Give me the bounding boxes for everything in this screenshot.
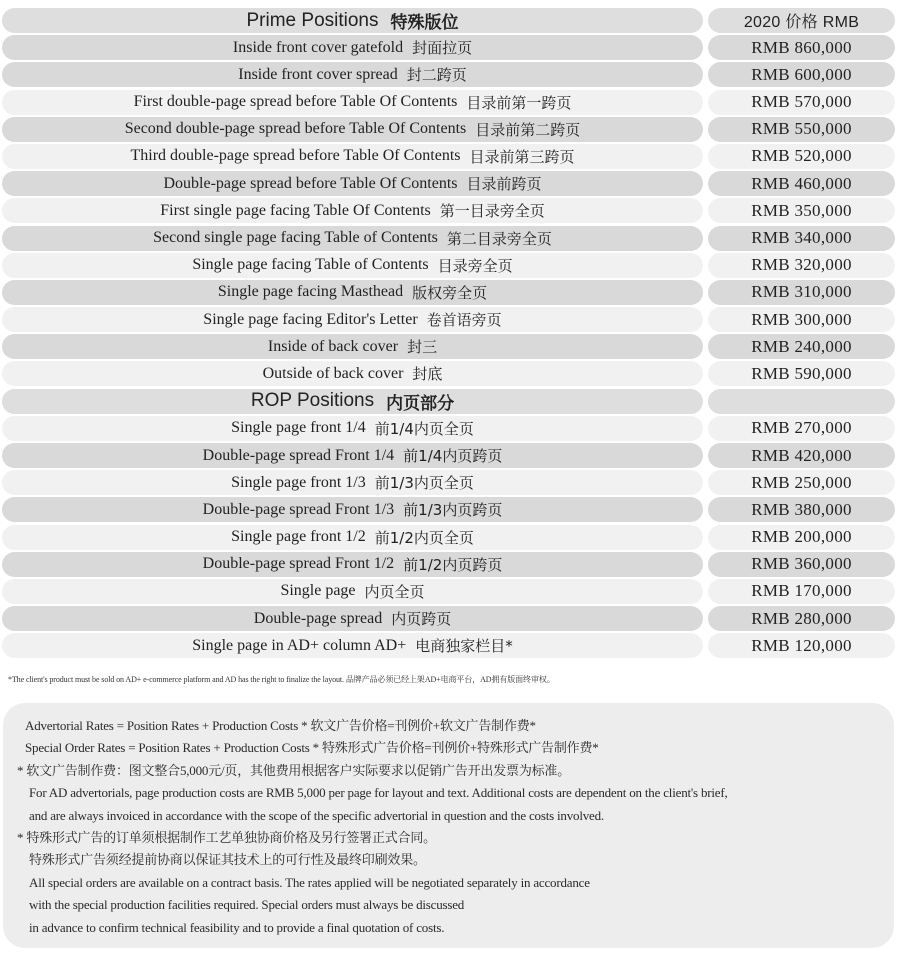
position-price: RMB 570,000 [708,90,895,115]
position-price: RMB 270,000 [708,416,895,441]
position-name: Double-page spread 内页跨页 [2,606,703,631]
position-name: Double-page spread Front 1/3 前1/3内页跨页 [2,497,703,522]
table-row [2,279,895,306]
note-line: and are always invoiced in accordance with the scope of the specific advertorial in question and the costs involved. [29,807,604,823]
table-row [2,632,895,659]
position-price: RMB 320,000 [708,253,895,278]
table-row [2,116,895,143]
table-row [2,197,895,224]
position-price: RMB 250,000 [708,470,895,495]
position-name: Inside front cover spread 封二跨页 [2,62,703,87]
position-name: Single page front 1/2 前1/2内页全页 [2,525,703,550]
price-column-header: 2020 价格 RMB [708,8,895,33]
table-row [2,306,895,333]
prime-positions-title: Prime Positions 特殊版位 [2,8,703,33]
position-price: RMB 240,000 [708,334,895,359]
position-name: Double-page spread Front 1/2 前1/2内页跨页 [2,552,703,577]
position-name: First double-page spread before Table Of Contents 目录前第一跨页 [2,90,703,115]
position-price: RMB 120,000 [708,633,895,658]
position-name: Single page facing Table of Contents 目录旁全页 [2,253,703,278]
table-row [2,225,895,252]
note-line: * 特殊形式广告的订单须根据制作工艺单独协商价格及另行签署正式合同。 [17,830,436,846]
position-price: RMB 380,000 [708,497,895,522]
table-row [2,442,895,469]
position-name: Inside front cover gatefold 封面拉页 [2,35,703,60]
position-name: Inside of back cover 封三 [2,334,703,359]
note-line: * 软文广告制作费：图文整合5,000元/页，其他费用根据客户实际要求以促销广告开出发票为标准。 [17,762,571,778]
table-row [2,333,895,360]
note-line: Advertorial Rates = Position Rates + Production Costs * 软文广告价格=刊例价+软文广告制作费* [25,718,536,733]
table-row [2,360,895,387]
note-line: with the special production facilities required. Special orders must always be discussed [29,897,465,913]
position-name: Single page front 1/3 前1/3内页全页 [2,470,703,495]
position-price: RMB 460,000 [708,171,895,196]
position-name: Single page in AD+ column AD+ 电商独家栏目* [2,633,703,658]
position-name: Single page facing Masthead 版权旁全页 [2,280,703,305]
price-column-empty [708,389,895,414]
prime-positions-header [2,7,895,34]
position-price: RMB 600,000 [708,62,895,87]
position-name: Single page 内页全页 [2,579,703,604]
position-name: Outside of back cover 封底 [2,361,703,386]
rop-positions-header [2,388,895,415]
position-price: RMB 350,000 [708,198,895,223]
rop-positions-title: ROP Positions 内页部分 [2,389,703,414]
position-price: RMB 200,000 [708,525,895,550]
note-line: Special Order Rates = Position Rates + Production Costs * 特殊形式广告价格=刊例价+特殊形式广告制作费* [25,740,599,756]
table-row [2,89,895,116]
position-price: RMB 340,000 [708,226,895,251]
table-row [2,524,895,551]
table-row [2,143,895,170]
position-price: RMB 280,000 [708,606,895,631]
position-name: Third double-page spread before Table Of Contents 目录前第三跨页 [2,144,703,169]
position-price: RMB 590,000 [708,361,895,386]
footnote: *The client's product must be sold on AD+ e-commerce platform and AD has the right to finalize the layout. 品牌产品必须已经上架AD+电商平台，AD拥有版面终审权。 [8,675,555,684]
table-row [2,605,895,632]
position-name: Second single page facing Table of Contents 第二目录旁全页 [2,226,703,251]
table-row [2,252,895,279]
table-row [2,61,895,88]
position-price: RMB 420,000 [708,443,895,468]
position-name: Single page front 1/4 前1/4内页全页 [2,416,703,441]
position-name: Double-page spread before Table Of Contents 目录前跨页 [2,171,703,196]
position-price: RMB 310,000 [708,280,895,305]
position-price: RMB 860,000 [708,35,895,60]
position-name: Single page facing Editor's Letter 卷首语旁页 [2,307,703,332]
table-row [2,170,895,197]
position-price: RMB 520,000 [708,144,895,169]
position-name: Double-page spread Front 1/4 前1/4内页跨页 [2,443,703,468]
position-price: RMB 300,000 [708,307,895,332]
table-row [2,469,895,496]
table-row [2,34,895,61]
table-row [2,496,895,523]
note-line: All special orders are available on a contract basis. The rates applied will be negotiated separately in accordance [29,874,590,890]
position-price: RMB 170,000 [708,579,895,604]
note-line: For AD advertorials, page production costs are RMB 5,000 per page for layout and text. Additional costs are dependent on the client's brief, [29,785,728,801]
position-name: Second double-page spread before Table Of Contents 目录前第二跨页 [2,117,703,142]
position-price: RMB 360,000 [708,552,895,577]
notes-panel [3,703,894,948]
note-line: 特殊形式广告须经提前协商以保证其技术上的可行性及最终印刷效果。 [29,852,426,868]
table-row [2,415,895,442]
note-line: in advance to confirm technical feasibility and to provide a final quotation of costs. [29,919,445,935]
table-row [2,578,895,605]
position-price: RMB 550,000 [708,117,895,142]
position-name: First single page facing Table Of Contents 第一目录旁全页 [2,198,703,223]
rate-table [2,7,895,660]
table-row [2,551,895,578]
